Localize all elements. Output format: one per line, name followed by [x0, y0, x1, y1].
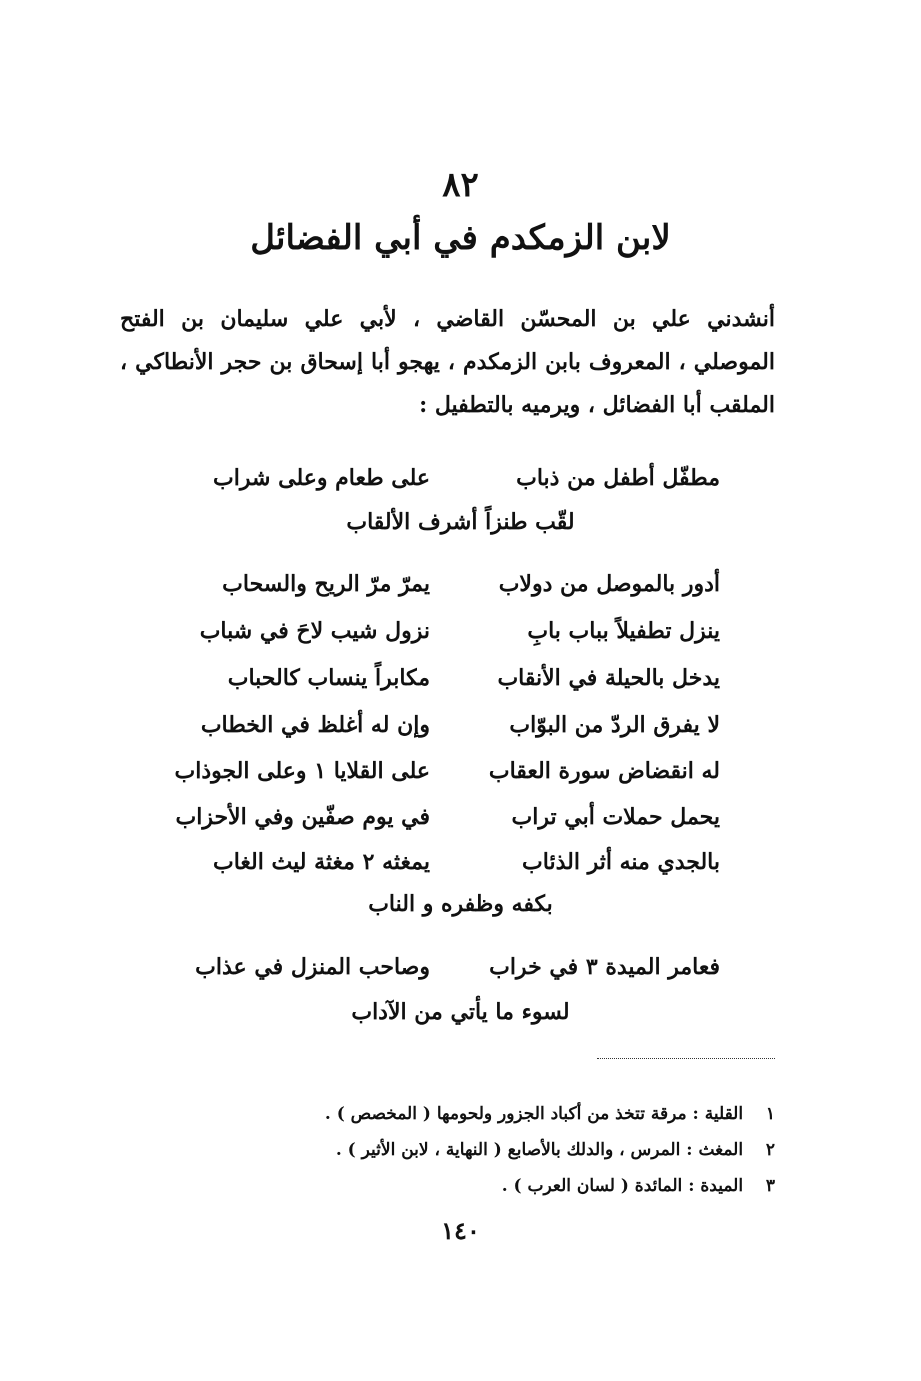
verse-second-hemistich: وصاحب المنزل في عذاب	[195, 954, 430, 980]
page-number: ١٤٠	[441, 1216, 480, 1245]
verse-line	[180, 562, 720, 606]
verse-first-hemistich: أدور بالموصل من دولاب	[498, 571, 720, 597]
verse-first-hemistich: يدخل بالحيلة في الأنقاب	[497, 665, 720, 691]
poem-title: لابن الزمكدم في أبي الفضائل	[250, 218, 671, 258]
verse-line	[180, 609, 720, 653]
verse-first-hemistich: لا يفرق الردّ من البوّاب	[509, 712, 720, 738]
footnote-item	[250, 1132, 775, 1168]
footnote-item	[250, 1168, 775, 1204]
verse-second-hemistich: في يوم صفّين وفي الأحزاب	[175, 804, 430, 830]
footnote-number: ١	[765, 1104, 775, 1124]
verse-first-hemistich: فعامر الميدة ٣ في خراب	[489, 954, 720, 980]
verse-second-hemistich: على طعام وعلى شراب	[213, 465, 430, 491]
verse-line	[175, 795, 720, 839]
footnote-text: القلية : مرقة تتخذ من أكباد الجزور ولحومها ( المخصص ) .	[324, 1104, 744, 1124]
footnote-item	[250, 1096, 775, 1132]
poem-number: ٨٢	[442, 165, 479, 205]
verse-first-hemistich: له انقضاض سورة العقاب	[488, 758, 720, 784]
intro-paragraph: أنشدني علي بن المحسّن القاضي ، لأبي علي سليمان بن الفتح الموصلي ، المعروف بابن الزمكدم ، يهجو أبا إسحاق بن حجر الأنطاكي ، الملقب أبا الفضائل ، ويرميه بالتطفيل :	[120, 306, 775, 418]
footnote-text: الميدة : المائدة ( لسان العرب ) .	[501, 1176, 744, 1196]
verse-line	[180, 703, 720, 747]
verse-line	[174, 749, 720, 793]
verse-line	[180, 840, 720, 884]
footnote-text: المغث : المرس ، والدلك بالأصابع ( النهاية ، لابن الأثير ) .	[335, 1140, 744, 1160]
verse-second-hemistich: يمغثه ٢ مغثة ليث الغاب	[213, 849, 430, 875]
footnote-separator	[597, 1058, 775, 1059]
footnote-number: ٢	[765, 1140, 775, 1160]
footnotes	[250, 1096, 775, 1204]
verse-line	[180, 945, 720, 989]
verse-single-line: بكفه وظفره و الناب	[368, 891, 553, 917]
verse-first-hemistich: ينزل تطفيلاً بباب بابِ	[527, 618, 720, 644]
verse-second-hemistich: على القلايا ١ وعلى الجوذاب	[174, 758, 430, 784]
verse-line	[180, 456, 720, 500]
verse-second-hemistich: يمرّ مرّ الريح والسحاب	[222, 571, 430, 597]
verse-line	[180, 656, 720, 700]
footnote-number: ٣	[765, 1176, 775, 1196]
verse-single-line: لسوء ما يأتي من الآداب	[351, 999, 570, 1025]
verse-single-line: لقّب طنزاً أشرف الألقاب	[346, 509, 575, 535]
verse-first-hemistich: مطفّل أطفل من ذباب	[516, 465, 720, 491]
verse-second-hemistich: وإن له أغلظ في الخطاب	[200, 712, 430, 738]
verse-second-hemistich: نزول شيب لاحَ في شباب	[199, 618, 430, 644]
verse-first-hemistich: بالجدي منه أثر الذئاب	[522, 849, 720, 875]
verse-second-hemistich: مكابراً ينساب كالحباب	[227, 665, 430, 691]
verse-first-hemistich: يحمل حملات أبي تراب	[511, 804, 720, 830]
